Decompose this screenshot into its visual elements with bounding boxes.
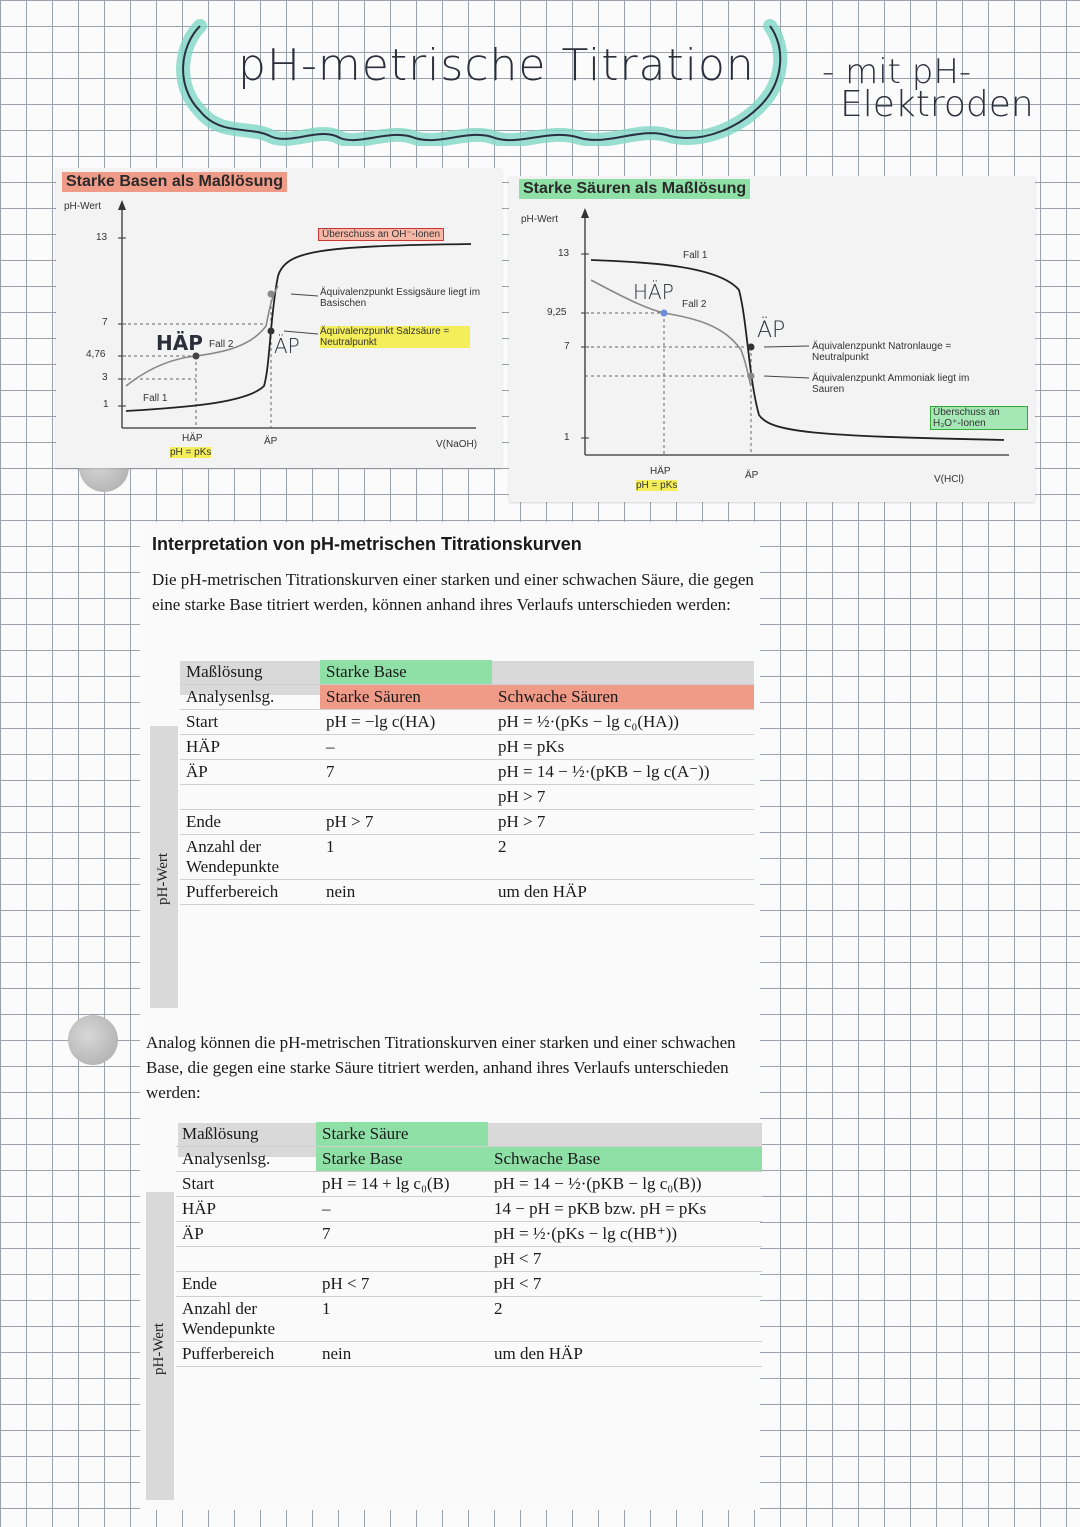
intro-paragraph: Die pH-metrischen Titrationskurven einer starken und einer schwachen Säure, die gegen eine starke Base titriert werden, können anhand ihres Verlaufs unterschieden werden: xyxy=(152,570,754,614)
table1-cell: Anzahl der Wendepunkte xyxy=(180,835,320,880)
chart-right-haep: HÄP xyxy=(633,280,674,304)
section-heading: Interpretation von pH-metrischen Titrationskurven xyxy=(152,534,582,554)
table1-cell: pH = ½·(pKs − lg c₀(HA)) xyxy=(492,710,754,735)
chart-right-heading: Starke Säuren als Maßlösung xyxy=(519,179,750,199)
table2-cell: ÄP xyxy=(176,1222,316,1247)
chart-left-excess-label: Überschuss an OH⁻-Ionen xyxy=(318,228,444,241)
table2-cell: 2 xyxy=(488,1297,762,1342)
table2-cell: pH < 7 xyxy=(316,1272,488,1297)
table2-cell: 1 xyxy=(316,1297,488,1342)
chart-right-ytick-1: 1 xyxy=(564,432,570,443)
chart-left-ytick-1: 1 xyxy=(103,399,109,410)
table2-cell: 14 − pH = pKB bzw. pH = pKs xyxy=(488,1197,762,1222)
table2-cell: um den HÄP xyxy=(488,1342,762,1367)
chart-right-eq-nh3: Äquivalenzpunkt Ammoniak liegt im Sauren xyxy=(812,373,970,395)
chart-left-haep: HÄP xyxy=(156,331,203,355)
chart-left-x-haep-ph: pH = pKs xyxy=(170,447,212,458)
table2-cell: Analysenlsg. xyxy=(176,1147,316,1172)
table1-cell: 1 xyxy=(320,835,492,880)
table2-cell: Schwache Base xyxy=(488,1147,762,1172)
chart-right-ytick-9-25: 9,25 xyxy=(547,307,567,318)
table1-cell xyxy=(320,785,492,810)
chart-right-aep: ÄP xyxy=(757,318,786,343)
table2 xyxy=(176,1122,762,1367)
table2-cell: Anzahl der Wendepunkte xyxy=(176,1297,316,1342)
analog-section xyxy=(146,1030,760,1105)
chart-right-eq-naoh: Äquivalenzpunkt Natronlauge = Neutralpunkt xyxy=(812,341,952,363)
chart-right-excess-label: Überschuss an H₃O⁺-Ionen xyxy=(930,406,1028,430)
chart-right-ytick-13: 13 xyxy=(558,248,570,259)
chart-left-ylabel: pH-Wert xyxy=(64,201,102,212)
table2-cell: Starke Säure xyxy=(316,1122,488,1147)
table2-cell: Maßlösung xyxy=(176,1122,316,1147)
table1-cell: Starke Base xyxy=(320,660,492,685)
table1-cell: pH > 7 xyxy=(320,810,492,835)
chart-left-ytick-7: 7 xyxy=(102,317,108,328)
table2-cell: pH < 7 xyxy=(488,1272,762,1297)
chart-right-fall2: Fall 2 xyxy=(682,299,707,310)
table2-cell: Ende xyxy=(176,1272,316,1297)
table1-cell: Ende xyxy=(180,810,320,835)
table2-cell xyxy=(176,1247,316,1272)
table2-cell: pH < 7 xyxy=(488,1247,762,1272)
table1-row xyxy=(180,835,754,880)
table2-cell: HÄP xyxy=(176,1197,316,1222)
chart-left-aep: ÄP xyxy=(274,334,300,358)
table1-cell: Maßlösung xyxy=(180,660,320,685)
table2-cell: nein xyxy=(316,1342,488,1367)
page-title: pH-metrische Titration xyxy=(238,40,755,91)
table1-row xyxy=(180,710,754,735)
side-note-line2: Elektroden xyxy=(840,84,1034,125)
table2-cell: pH = 14 + lg c₀(B) xyxy=(316,1172,488,1197)
table2-row xyxy=(176,1272,762,1297)
table1 xyxy=(180,660,754,905)
table1-cell: pH > 7 xyxy=(492,785,754,810)
table1-cell xyxy=(180,785,320,810)
chart-left-xlabel: V(NaOH) xyxy=(436,439,478,450)
table2-cell: Pufferbereich xyxy=(176,1342,316,1367)
table1-side-label: pH-Wert xyxy=(155,852,171,905)
table2-cell: – xyxy=(316,1197,488,1222)
table2-cell xyxy=(316,1247,488,1272)
table1-cell: – xyxy=(320,735,492,760)
table1-cell: nein xyxy=(320,880,492,905)
chart-left-ytick-13: 13 xyxy=(96,232,108,243)
side-note-line1: - mit pH- xyxy=(822,52,972,92)
table2-side-label: pH-Wert xyxy=(151,1322,167,1375)
chart-left-heading: Starke Basen als Maßlösung xyxy=(62,172,287,192)
table1-cell: ÄP xyxy=(180,760,320,785)
table1-cell: pH = pKs xyxy=(492,735,754,760)
chart-left-ytick-3: 3 xyxy=(102,372,108,383)
table2-row xyxy=(176,1222,762,1247)
chart-right-x-haep-ph: pH = pKs xyxy=(636,480,678,491)
table2-row xyxy=(176,1172,762,1197)
chart-right-x-aep: ÄP xyxy=(745,470,759,481)
chart-left-eq-hcl: Äquivalenzpunkt Salzsäure = Neutralpunkt xyxy=(320,326,470,348)
table1-cell: Schwache Säuren xyxy=(492,685,754,710)
table1-cell: pH = 14 − ½·(pKB − lg c(A⁻)) xyxy=(492,760,754,785)
chart-left-fall1: Fall 1 xyxy=(143,393,168,404)
chart-right-xlabel: V(HCl) xyxy=(934,474,964,485)
chart-right-fall1: Fall 1 xyxy=(683,250,708,261)
chart-right-x-haep: HÄP xyxy=(650,466,671,477)
table2-row xyxy=(176,1147,762,1172)
table2-cell: 7 xyxy=(316,1222,488,1247)
table2-cell: Start xyxy=(176,1172,316,1197)
table1-row xyxy=(180,785,754,810)
chart-left-eq-acetic: Äquivalenzpunkt Essigsäure liegt im Basischen xyxy=(320,287,481,309)
table2-row xyxy=(176,1247,762,1272)
chart-left-fall2: Fall 2 xyxy=(209,339,234,350)
table1-cell: um den HÄP xyxy=(492,880,754,905)
table2-row xyxy=(176,1297,762,1342)
interpretation-section xyxy=(152,534,756,617)
table2-cell: pH = ½·(pKs − lg c(HB⁺)) xyxy=(488,1222,762,1247)
table2-row xyxy=(176,1122,762,1147)
table1-row xyxy=(180,660,754,685)
table2-cell: pH = 14 − ½·(pKB − lg c₀(B)) xyxy=(488,1172,762,1197)
table1-cell: pH > 7 xyxy=(492,810,754,835)
table2-cell: Starke Base xyxy=(316,1147,488,1172)
table1-cell: Starke Säuren xyxy=(320,685,492,710)
punch-hole-bottom xyxy=(68,1015,118,1065)
table1-row xyxy=(180,810,754,835)
table1-row xyxy=(180,880,754,905)
table1-row xyxy=(180,685,754,710)
chart-left-ytick-4-76: 4,76 xyxy=(86,349,106,360)
table1-cell: 2 xyxy=(492,835,754,880)
chart-right-ylabel: pH-Wert xyxy=(521,214,559,225)
table1-cell: HÄP xyxy=(180,735,320,760)
table1-row xyxy=(180,735,754,760)
analog-paragraph: Analog können die pH-metrischen Titrationskurven einer starken und einer schwachen Base, die gegen eine starke Säure titriert werden, anhand ihres Verlaufs unterschieden werden: xyxy=(146,1033,736,1102)
chart-left-x-aep: ÄP xyxy=(264,436,278,447)
table2-row xyxy=(176,1342,762,1367)
table1-row xyxy=(180,760,754,785)
table1-cell: 7 xyxy=(320,760,492,785)
chart-right-ytick-7: 7 xyxy=(564,341,570,352)
table1-cell: Analysenlsg. xyxy=(180,685,320,710)
table1-cell: Start xyxy=(180,710,320,735)
chart-left-x-haep: HÄP xyxy=(182,433,203,444)
table1-cell: pH = −lg c(HA) xyxy=(320,710,492,735)
table1-cell: Pufferbereich xyxy=(180,880,320,905)
table2-row xyxy=(176,1197,762,1222)
table1-cell xyxy=(492,660,754,685)
table2-cell xyxy=(488,1122,762,1147)
